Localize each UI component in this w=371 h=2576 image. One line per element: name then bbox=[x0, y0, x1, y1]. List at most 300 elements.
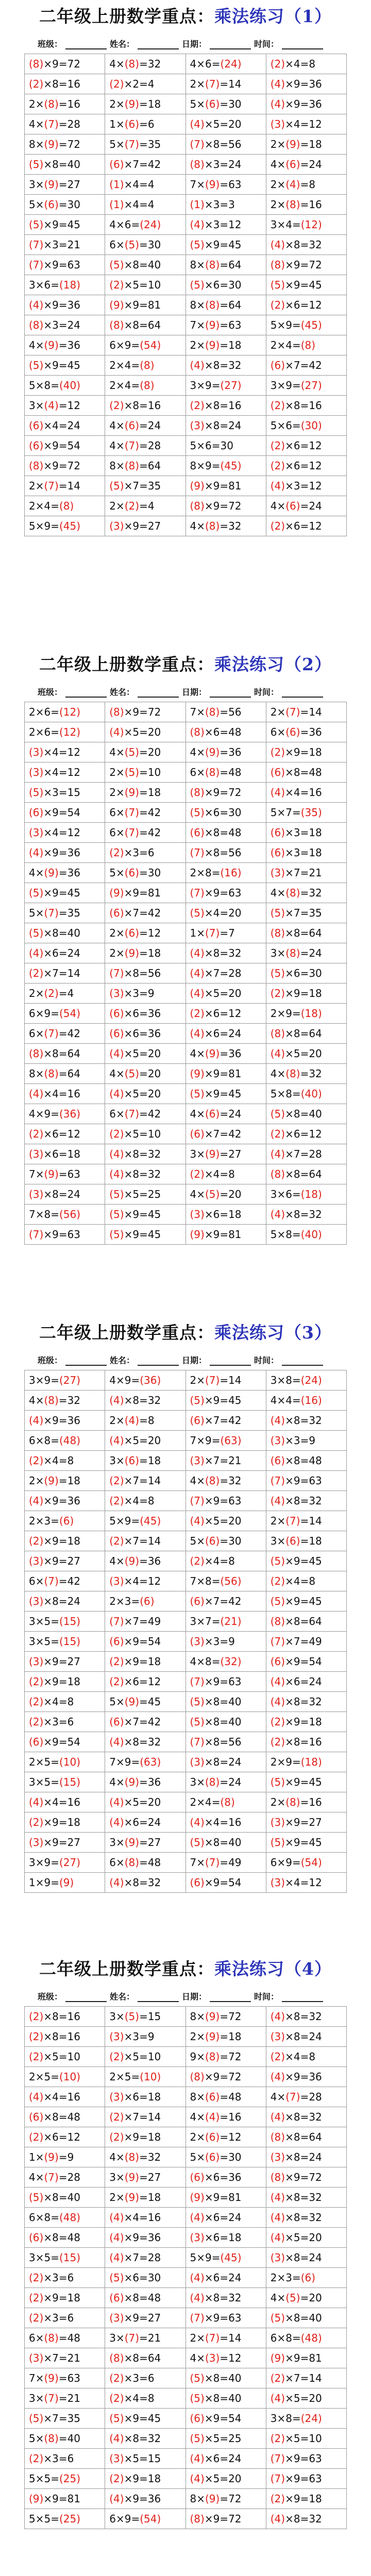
problem-cell: (2)×9=18 bbox=[266, 1712, 346, 1732]
problem-row bbox=[25, 1511, 347, 1531]
time-blank[interactable] bbox=[282, 1357, 323, 1366]
problem-cell: (3)×3=9 bbox=[185, 1632, 266, 1652]
problem-cell: (8)×9=72 bbox=[185, 496, 266, 516]
problem-cell: 2×6=(12) bbox=[25, 722, 105, 742]
time-blank[interactable] bbox=[282, 688, 323, 698]
time-label: 时间： bbox=[254, 39, 279, 49]
answer: (7) bbox=[285, 2091, 300, 2103]
name-blank[interactable] bbox=[138, 1993, 179, 2002]
answer: (4) bbox=[109, 1816, 124, 1828]
answer: (10) bbox=[59, 1756, 81, 1768]
answer: (9) bbox=[124, 1836, 140, 1849]
problem-cell: 5×(8)=40 bbox=[25, 2429, 105, 2449]
problem-cell: (5)×8=40 bbox=[105, 255, 185, 275]
answer: (36) bbox=[59, 1108, 81, 1120]
problem-row bbox=[25, 335, 347, 355]
answer: (27) bbox=[300, 379, 322, 392]
problem-cell: 3×(6)=18 bbox=[105, 1451, 185, 1471]
problem-cell: 2×4=(8) bbox=[25, 496, 105, 516]
problem-cell: 5×(7)=35 bbox=[105, 134, 185, 155]
answer: (6) bbox=[190, 2412, 205, 2425]
problem-cell: (4)×6=24 bbox=[266, 1672, 346, 1692]
problem-cell: 2×4=(8) bbox=[105, 355, 185, 376]
time-blank[interactable] bbox=[282, 40, 323, 49]
answer: (9) bbox=[29, 2493, 44, 2505]
problem-cell: 2×(4)=8 bbox=[105, 1411, 185, 1431]
problem-cell: (6)×7=42 bbox=[105, 1712, 185, 1732]
problem-cell: (4)×4=16 bbox=[25, 1792, 105, 1812]
answer: (4) bbox=[29, 2091, 44, 2103]
answer: (5) bbox=[109, 1188, 124, 1200]
problem-cell: (4)×8=32 bbox=[105, 2429, 185, 2449]
problem-cell: (4)×7=28 bbox=[105, 2248, 185, 2268]
problem-cell: 2×(8)=16 bbox=[25, 94, 105, 114]
answer: (8) bbox=[205, 766, 220, 778]
problem-row bbox=[25, 496, 347, 516]
problem-cell: (2)×6=12 bbox=[266, 436, 346, 456]
answer: (2) bbox=[29, 2050, 44, 2063]
answer: (9) bbox=[124, 1696, 140, 1708]
problem-cell: (4)×9=36 bbox=[266, 94, 346, 114]
problem-cell: (4)×9=36 bbox=[105, 2489, 185, 2509]
answer: (9) bbox=[44, 2372, 59, 2384]
problem-cell: (4)×9=36 bbox=[266, 74, 346, 94]
name-field bbox=[110, 1990, 179, 2002]
problem-cell: (7)×9=63 bbox=[185, 2308, 266, 2328]
problem-cell: 4×(9)=36 bbox=[185, 1044, 266, 1064]
problem-cell: (3)×8=24 bbox=[185, 416, 266, 436]
problem-row bbox=[25, 803, 347, 823]
answer: (4) bbox=[109, 2251, 124, 2264]
problem-row bbox=[25, 1164, 347, 1184]
answer: (6) bbox=[190, 1128, 205, 1140]
problem-cell: (4)×8=32 bbox=[105, 1732, 185, 1752]
answer: (9) bbox=[109, 299, 124, 311]
time-blank[interactable] bbox=[282, 1993, 323, 2002]
problem-cell: (3)×4=12 bbox=[266, 114, 346, 134]
problem-row bbox=[25, 235, 347, 255]
answer: (8) bbox=[270, 2131, 285, 2143]
problem-cell: 3×9=(27) bbox=[185, 376, 266, 396]
answer: (7) bbox=[109, 967, 124, 979]
problem-cell: (5)×6=30 bbox=[266, 963, 346, 984]
problem-cell: 4×(9)=36 bbox=[25, 863, 105, 883]
answer: (7) bbox=[205, 2332, 220, 2344]
name-field bbox=[110, 686, 179, 698]
problem-cell: 5×9=(45) bbox=[185, 2248, 266, 2268]
problem-cell: 8×(9)=72 bbox=[185, 2007, 266, 2027]
problem-cell: (5)×8=40 bbox=[185, 1712, 266, 1732]
answer: (7) bbox=[44, 1027, 59, 1040]
answer: (5) bbox=[29, 887, 44, 899]
problem-cell: (7)×9=63 bbox=[185, 883, 266, 903]
name-blank[interactable] bbox=[138, 688, 179, 698]
answer: (8) bbox=[29, 319, 44, 331]
problem-cell: (2)×5=10 bbox=[105, 1124, 185, 1144]
problem-cell: (3)×4=12 bbox=[25, 762, 105, 783]
answer: (27) bbox=[59, 1374, 81, 1386]
problem-cell: 3×5=(15) bbox=[25, 1612, 105, 1632]
problem-cell: 4×4=(16) bbox=[266, 1391, 346, 1411]
answer: (7) bbox=[270, 1475, 285, 1487]
answer: (48) bbox=[59, 1434, 81, 1447]
class-blank[interactable] bbox=[65, 40, 107, 49]
answer: (9) bbox=[190, 2191, 205, 2204]
answer: (2) bbox=[29, 967, 44, 979]
worksheet-2 bbox=[0, 648, 371, 1245]
answer: (3) bbox=[190, 419, 205, 432]
answer: (54) bbox=[140, 2513, 161, 2525]
problem-cell: (5)×9=45 bbox=[25, 883, 105, 903]
problem-row bbox=[25, 1531, 347, 1551]
problem-cell: 5×(6)=30 bbox=[25, 195, 105, 215]
problem-cell: 6×(5)=30 bbox=[105, 235, 185, 255]
problem-row bbox=[25, 275, 347, 295]
answer: (7) bbox=[205, 927, 220, 939]
problem-row bbox=[25, 722, 347, 742]
answer: (4) bbox=[285, 178, 300, 191]
problem-row bbox=[25, 215, 347, 235]
problem-cell: (3)×6=18 bbox=[185, 1205, 266, 1225]
answer: (5) bbox=[190, 1696, 205, 1708]
name-blank[interactable] bbox=[138, 1357, 179, 1366]
answer: (6) bbox=[109, 907, 124, 919]
problem-cell: 2×5=(10) bbox=[25, 2067, 105, 2087]
problem-cell: (8)×8=64 bbox=[105, 315, 185, 335]
problem-row bbox=[25, 923, 347, 943]
problem-cell: (4)×5=20 bbox=[185, 984, 266, 1004]
answer: (2) bbox=[270, 2372, 285, 2384]
problem-cell: (5)×8=40 bbox=[25, 923, 105, 943]
problem-row bbox=[25, 963, 347, 984]
problem-cell: 4×(9)=36 bbox=[105, 1772, 185, 1792]
answer: (4) bbox=[270, 2191, 285, 2204]
problem-cell: 5×(6)=30 bbox=[105, 863, 185, 883]
problem-cell: 2×9=(18) bbox=[266, 1752, 346, 1772]
problem-row bbox=[25, 516, 347, 536]
answer: (8) bbox=[190, 2513, 205, 2525]
answer: (6) bbox=[190, 1595, 205, 1607]
problem-cell: 6×8=(48) bbox=[266, 2328, 346, 2348]
answer: (7) bbox=[270, 1635, 285, 1648]
problem-cell: (4)×5=20 bbox=[105, 1044, 185, 1064]
answer: (6) bbox=[109, 1635, 124, 1648]
problem-cell: (5)×9=45 bbox=[25, 355, 105, 376]
class-blank[interactable] bbox=[65, 1357, 107, 1366]
answer: (6) bbox=[124, 118, 140, 130]
answer: (8) bbox=[109, 319, 124, 331]
problem-row bbox=[25, 2268, 347, 2288]
answer: (7) bbox=[190, 887, 205, 899]
problem-cell: 5×6=30 bbox=[185, 436, 266, 456]
problem-row bbox=[25, 94, 347, 114]
problem-cell: 6×8=(48) bbox=[25, 1431, 105, 1451]
problem-row bbox=[25, 2127, 347, 2147]
problem-cell: (1)×3=3 bbox=[185, 195, 266, 215]
answer: (4) bbox=[109, 1088, 124, 1100]
answer: (7) bbox=[190, 138, 205, 150]
answer: (4) bbox=[270, 1495, 285, 1507]
date-blank[interactable] bbox=[210, 688, 251, 698]
problem-cell: (5)×6=30 bbox=[185, 275, 266, 295]
problem-cell: (4)×5=20 bbox=[185, 114, 266, 134]
answer: (3) bbox=[270, 2251, 285, 2264]
worksheet-title bbox=[0, 1316, 371, 1349]
answer: (8) bbox=[190, 786, 205, 799]
answer: (2) bbox=[29, 2272, 44, 2284]
answer: (6) bbox=[124, 867, 140, 879]
problem-cell: 8×(8)=64 bbox=[105, 456, 185, 476]
answer: (40) bbox=[59, 379, 81, 392]
answer: (5) bbox=[109, 2272, 124, 2284]
answer: (3) bbox=[29, 1836, 44, 1849]
problem-row bbox=[25, 1732, 347, 1752]
answer: (8) bbox=[270, 259, 285, 271]
problem-cell: (5)×7=35 bbox=[105, 476, 185, 496]
answer: (3) bbox=[109, 2091, 124, 2103]
answer: (6) bbox=[29, 439, 44, 452]
answer: (4) bbox=[190, 218, 205, 231]
problem-cell: (5)×9=45 bbox=[266, 1591, 346, 1612]
answer: (63) bbox=[220, 1434, 242, 1447]
answer: (12) bbox=[59, 726, 81, 738]
problem-cell: (2)×9=18 bbox=[25, 1812, 105, 1833]
answer: (5) bbox=[124, 2010, 140, 2023]
problem-cell: 4×(8)=32 bbox=[185, 1471, 266, 1491]
problem-cell: (7)×7=49 bbox=[105, 1612, 185, 1632]
answer: (4) bbox=[190, 2292, 205, 2304]
answer: (4) bbox=[205, 2111, 220, 2123]
problem-cell: (7)×8=56 bbox=[185, 843, 266, 863]
answer: (25) bbox=[59, 2513, 81, 2525]
problem-row bbox=[25, 2449, 347, 2469]
answer: (7) bbox=[109, 1615, 124, 1628]
problem-cell: (7)×9=63 bbox=[266, 2449, 346, 2469]
answer: (5) bbox=[190, 2372, 205, 2384]
problem-cell: 5×7=(35) bbox=[266, 803, 346, 823]
answer: (4) bbox=[270, 1675, 285, 1688]
problem-cell: 6×(8)=48 bbox=[185, 762, 266, 783]
problem-cell: (3)×4=12 bbox=[25, 742, 105, 762]
problem-cell: 2×(7)=14 bbox=[185, 2328, 266, 2348]
answer: (2) bbox=[109, 1655, 124, 1668]
problem-cell: 8×9=(45) bbox=[185, 456, 266, 476]
problem-cell: 5×9=(45) bbox=[266, 315, 346, 335]
answer: (6) bbox=[124, 419, 140, 432]
problem-cell: 5×9=(45) bbox=[25, 516, 105, 536]
answer: (4) bbox=[270, 2010, 285, 2023]
answer: (5) bbox=[109, 480, 124, 492]
answer: (3) bbox=[190, 2231, 205, 2244]
problem-cell: 5×(6)=30 bbox=[185, 1531, 266, 1551]
answer: (4) bbox=[270, 2111, 285, 2123]
answer: (2) bbox=[29, 1816, 44, 1828]
date-blank[interactable] bbox=[210, 1993, 251, 2002]
problem-cell: (3)×7=21 bbox=[25, 2348, 105, 2368]
problem-cell: 2×(7)=14 bbox=[266, 1511, 346, 1531]
problem-row bbox=[25, 2308, 347, 2328]
problem-cell: (6)×9=54 bbox=[25, 436, 105, 456]
problem-cell: (3)×7=21 bbox=[185, 1451, 266, 1471]
answer: (4) bbox=[270, 1208, 285, 1221]
problem-cell: (7)×9=63 bbox=[185, 1491, 266, 1511]
problem-cell: (4)×5=20 bbox=[105, 722, 185, 742]
answer: (4) bbox=[29, 947, 44, 959]
answer: (4) bbox=[270, 480, 285, 492]
problem-cell: (8)×8=64 bbox=[266, 1164, 346, 1184]
problem-cell: (4)×6=24 bbox=[185, 2208, 266, 2228]
answer: (8) bbox=[205, 2050, 220, 2063]
problem-cell: (2)×9=18 bbox=[25, 1672, 105, 1692]
problem-cell: 2×(5)=10 bbox=[105, 762, 185, 783]
problem-cell: 4×(9)=36 bbox=[185, 742, 266, 762]
problem-cell: (2)×8=16 bbox=[266, 396, 346, 416]
answer: (2) bbox=[270, 58, 285, 70]
answer: (5) bbox=[109, 2412, 124, 2425]
problem-row bbox=[25, 1712, 347, 1732]
answer: (9) bbox=[205, 339, 220, 351]
problem-cell: (4)×5=20 bbox=[105, 1792, 185, 1812]
problem-cell: 6×9=(54) bbox=[25, 1004, 105, 1024]
problem-cell: 5×(7)=35 bbox=[25, 903, 105, 923]
problem-cell: (7)×9=63 bbox=[25, 1225, 105, 1245]
problem-cell: (2)×9=18 bbox=[266, 2489, 346, 2509]
problem-cell: (6)×7=42 bbox=[266, 355, 346, 376]
problem-row bbox=[25, 355, 347, 376]
problem-cell: 4×(8)=32 bbox=[185, 516, 266, 536]
answer: (6) bbox=[109, 1716, 124, 1728]
class-blank[interactable] bbox=[65, 688, 107, 698]
answer: (18) bbox=[300, 1188, 322, 1200]
problem-cell: 7×(7)=49 bbox=[185, 1853, 266, 1873]
answer: (5) bbox=[270, 907, 285, 919]
answer: (2) bbox=[29, 78, 44, 90]
date-blank[interactable] bbox=[210, 1357, 251, 1366]
answer: (9) bbox=[205, 746, 220, 758]
answer: (6) bbox=[205, 98, 220, 110]
problem-cell: 6×8=(48) bbox=[25, 2208, 105, 2228]
answer: (5) bbox=[190, 2392, 205, 2404]
problem-grid bbox=[24, 702, 347, 1245]
problem-cell: 7×(9)=63 bbox=[25, 1164, 105, 1184]
problem-cell: (6)×7=42 bbox=[105, 903, 185, 923]
problem-row bbox=[25, 1124, 347, 1144]
problem-cell: 6×(7)=42 bbox=[105, 823, 185, 843]
problem-cell: (2)×5=10 bbox=[266, 2429, 346, 2449]
problem-row bbox=[25, 1471, 347, 1491]
answer: (2) bbox=[109, 1495, 124, 1507]
problem-cell: 6×(7)=42 bbox=[25, 1571, 105, 1591]
answer: (8) bbox=[190, 2071, 205, 2083]
problem-cell: (4)×4=16 bbox=[185, 1812, 266, 1833]
problem-cell: 3×5=(15) bbox=[25, 1632, 105, 1652]
problem-row bbox=[25, 783, 347, 803]
problem-cell: (8)×9=72 bbox=[25, 54, 105, 74]
answer: (9) bbox=[59, 1876, 74, 1889]
problem-cell: (2)×8=16 bbox=[185, 396, 266, 416]
problem-row bbox=[25, 255, 347, 275]
class-blank[interactable] bbox=[65, 1993, 107, 2002]
answer: (2) bbox=[270, 1736, 285, 1748]
answer: (6) bbox=[109, 1007, 124, 1020]
problem-cell: 4×6=(24) bbox=[185, 54, 266, 74]
problem-row bbox=[25, 456, 347, 476]
problem-row bbox=[25, 2147, 347, 2167]
answer: (4) bbox=[190, 1515, 205, 1527]
answer: (9) bbox=[124, 2171, 140, 2183]
problem-cell: (3)×6=18 bbox=[185, 2228, 266, 2248]
answer: (7) bbox=[44, 1575, 59, 1587]
answer: (8) bbox=[270, 1027, 285, 1040]
problem-row bbox=[25, 1205, 347, 1225]
date-blank[interactable] bbox=[210, 40, 251, 49]
answer: (6) bbox=[270, 766, 285, 778]
time-field bbox=[254, 38, 323, 49]
problem-cell: (4)×6=24 bbox=[105, 1812, 185, 1833]
answer: (5) bbox=[190, 907, 205, 919]
answer: (7) bbox=[205, 78, 220, 90]
answer: (9) bbox=[44, 138, 59, 150]
problem-cell: 2×4=(8) bbox=[185, 1792, 266, 1812]
problem-row bbox=[25, 1792, 347, 1812]
answer: (2) bbox=[29, 1128, 44, 1140]
problem-cell: (8)×9=72 bbox=[185, 2509, 266, 2529]
answer: (8) bbox=[124, 1856, 140, 1869]
answer: (9) bbox=[205, 319, 220, 331]
answer: (4) bbox=[29, 846, 44, 859]
problem-cell: (4)×9=36 bbox=[25, 1491, 105, 1511]
answer: (6) bbox=[270, 826, 285, 839]
problem-cell: (2)×3=6 bbox=[105, 2368, 185, 2388]
date-label: 日期： bbox=[181, 39, 207, 49]
answer: (35) bbox=[300, 806, 322, 819]
answer: (7) bbox=[44, 2392, 59, 2404]
answer: (7) bbox=[124, 1108, 140, 1120]
answer: (7) bbox=[124, 439, 140, 452]
problem-cell: (4)×8=32 bbox=[266, 1411, 346, 1431]
problem-cell: (2)×9=18 bbox=[266, 742, 346, 762]
problem-row bbox=[25, 2087, 347, 2107]
problem-cell: 2×(7)=14 bbox=[266, 702, 346, 722]
problem-cell: 4×(7)=28 bbox=[25, 2167, 105, 2188]
answer: (8) bbox=[300, 339, 316, 351]
answer: (5) bbox=[124, 766, 140, 778]
problem-cell: (5)×7=35 bbox=[25, 2409, 105, 2429]
answer: (9) bbox=[205, 2030, 220, 2043]
problem-row bbox=[25, 1044, 347, 1064]
problem-cell: 6×(7)=42 bbox=[105, 1104, 185, 1124]
name-blank[interactable] bbox=[138, 40, 179, 49]
answer: (5) bbox=[190, 1836, 205, 1849]
problem-cell: 2×(6)=12 bbox=[185, 2127, 266, 2147]
answer: (5) bbox=[190, 239, 205, 251]
problem-cell: (9)×9=81 bbox=[105, 295, 185, 315]
problem-cell: 3×5=(15) bbox=[25, 1772, 105, 1792]
answer: (15) bbox=[59, 1615, 81, 1628]
answer: (4) bbox=[270, 98, 285, 110]
problem-row bbox=[25, 1652, 347, 1672]
answer: (15) bbox=[59, 1776, 81, 1788]
problem-cell: (2)×9=18 bbox=[266, 984, 346, 1004]
answer: (4) bbox=[270, 2071, 285, 2083]
problem-cell: (7)×9=63 bbox=[266, 1471, 346, 1491]
problem-cell: (2)×8=16 bbox=[105, 396, 185, 416]
problem-cell: 2×(7)=14 bbox=[185, 74, 266, 94]
problem-cell: 7×8=(56) bbox=[185, 1571, 266, 1591]
answer: (56) bbox=[220, 1575, 242, 1587]
answer: (7) bbox=[190, 846, 205, 859]
answer: (7) bbox=[44, 118, 59, 130]
